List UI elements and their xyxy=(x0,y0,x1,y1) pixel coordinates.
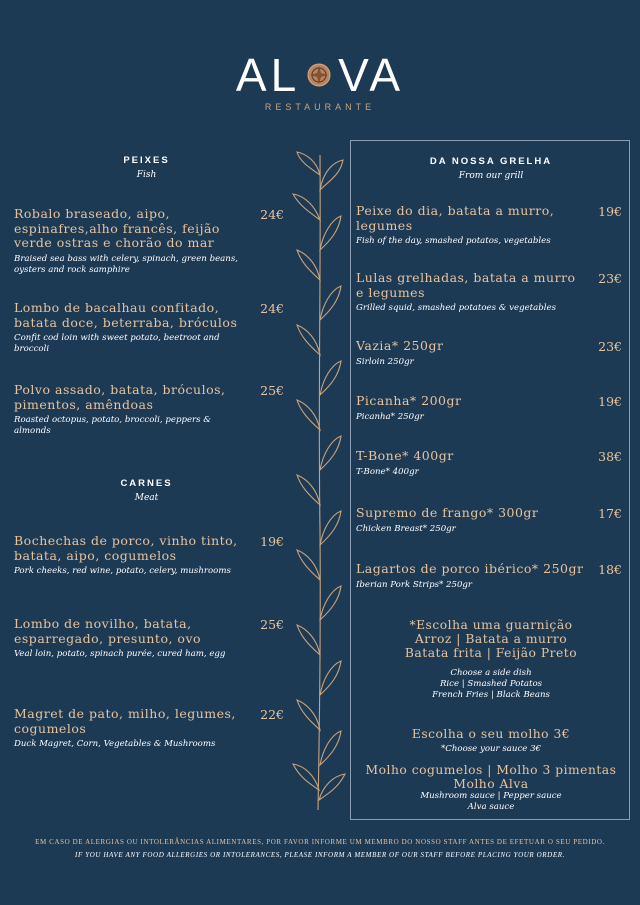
logo-emblem-icon xyxy=(304,60,334,90)
menu-item xyxy=(14,207,289,276)
item-description: Pork cheeks, red wine, potato, celery, mushrooms xyxy=(14,566,231,576)
menu-item xyxy=(356,204,626,247)
item-price: 38€ xyxy=(598,449,622,464)
sauce-options-en: Mushroom sauce | Pepper sauce xyxy=(420,791,562,801)
sauce-block xyxy=(351,727,631,813)
side-dish-block xyxy=(351,618,631,701)
side-dish-options-en: Rice | Smashed Potatos xyxy=(439,679,543,689)
section-subtitle-peixes: Fish xyxy=(136,170,157,180)
side-dish-options: Batata frita | Feijão Preto xyxy=(404,646,578,660)
item-price: 19€ xyxy=(260,534,284,549)
item-price: 19€ xyxy=(598,204,622,219)
side-dish-options-en: French Fries | Black Beans xyxy=(432,690,550,700)
side-dish-title-en: Choose a side dish xyxy=(450,668,532,678)
menu-item xyxy=(356,271,626,314)
grill-panel xyxy=(350,140,630,820)
item-price: 24€ xyxy=(260,207,284,222)
allergy-notice-en: IF YOU HAVE ANY FOOD ALLERGIES OR INTOLERANCES, PLEASE INFORM A MEMBER OF OUR STAFF BEFORE PLACING YOUR ORDER. xyxy=(75,851,565,859)
item-name: Lagartos de porco ibérico* 250gr xyxy=(356,561,584,576)
item-description: Fish of the day, smashed potatos, vegetables xyxy=(356,236,551,246)
menu-item xyxy=(356,449,626,478)
item-description: Grilled squid, smashed potatoes & vegetables xyxy=(356,303,556,313)
item-price: 25€ xyxy=(260,617,284,632)
item-description: T-Bone* 400gr xyxy=(356,466,419,477)
side-dish-options: Arroz | Batata a murro xyxy=(414,632,568,646)
item-name: Peixe do dia, batata a murro, legumes xyxy=(356,203,555,233)
item-name: Vazia* 250gr xyxy=(356,338,444,353)
section-title-peixes: PEIXES xyxy=(123,155,170,166)
logo-subtitle: RESTAURANTE xyxy=(264,102,376,112)
section-title-grelha: DA NOSSA GRELHA xyxy=(429,156,553,167)
section-subtitle-carnes: Meat xyxy=(134,493,159,503)
item-description: Sirloin 250gr xyxy=(356,356,414,367)
item-description: Picanha* 250gr xyxy=(356,411,424,422)
item-name: Magret de pato, milho, legumes, cogumelos xyxy=(14,706,236,736)
item-name: Lombo de novilho, batata, esparregado, presunto, ovo xyxy=(14,616,202,646)
menu-item xyxy=(356,394,626,423)
menu-item xyxy=(14,617,289,660)
menu-item xyxy=(356,506,626,535)
sauce-title-en: *Choose your sauce 3€ xyxy=(440,744,542,754)
menu-item xyxy=(14,534,289,577)
item-price: 23€ xyxy=(598,339,622,354)
item-price: 17€ xyxy=(598,506,622,521)
item-name: Lombo de bacalhau confitado, batata doce, beterraba, bróculos xyxy=(14,300,238,330)
item-price: 18€ xyxy=(598,562,622,577)
item-description: Iberian Pork Strips* 250gr xyxy=(356,579,473,590)
item-description: Confit cod loin with sweet potato, beetroot and broccoli xyxy=(14,333,220,354)
sauce-options: Molho Alva xyxy=(453,777,529,791)
item-name: Supremo de frango* 300gr xyxy=(356,505,539,520)
section-title-carnes: CARNES xyxy=(120,478,173,489)
menu-item xyxy=(356,339,626,368)
item-name: Robalo braseado, aipo, espinafres,alho francês, feijão verde ostras e chorão do mar xyxy=(14,206,220,250)
restaurant-logo xyxy=(0,50,640,112)
menu-item xyxy=(14,301,289,355)
item-description: Veal loin, potato, spinach purée, cured ham, egg xyxy=(14,649,226,659)
menu-item xyxy=(14,383,289,437)
item-name: Picanha* 200gr xyxy=(356,393,462,408)
item-price: 23€ xyxy=(598,271,622,286)
item-description: Roasted octopus, potato, broccoli, peppers & almonds xyxy=(14,415,211,436)
logo-wordmark: AL VA xyxy=(235,49,405,101)
side-dish-title: *Escolha uma guarnição xyxy=(409,618,573,632)
item-price: 24€ xyxy=(260,301,284,316)
menu-item xyxy=(14,707,289,750)
item-name: Bochechas de porco, vinho tinto, batata, aipo, cogumelos xyxy=(14,533,238,563)
item-description: Duck Magret, Corn, Vegetables & Mushrooms xyxy=(14,739,216,749)
menu-item xyxy=(356,562,626,591)
item-description: Braised sea bass with celery, spinach, green beans, oysters and rock samphire xyxy=(14,253,238,275)
item-name: T-Bone* 400gr xyxy=(356,448,454,463)
sauce-options: Molho cogumelos | Molho 3 pimentas xyxy=(365,763,617,777)
item-name: Lulas grelhadas, batata a murro e legumes xyxy=(356,270,576,300)
item-description: Chicken Breast* 250gr xyxy=(356,523,456,534)
item-name: Polvo assado, batata, bróculos, pimentos, amêndoas xyxy=(14,382,226,412)
sauce-options-en: Alva sauce xyxy=(467,802,515,812)
item-price: 22€ xyxy=(260,707,284,722)
item-price: 19€ xyxy=(598,394,622,409)
sauce-title: Escolha o seu molho 3€ xyxy=(411,727,571,741)
vine-decoration-icon xyxy=(285,150,355,820)
item-price: 25€ xyxy=(260,383,284,398)
allergy-notice xyxy=(0,838,640,860)
allergy-notice-pt: EM CASO DE ALERGIAS OU INTOLERÂNCIAS ALIMENTARES, POR FAVOR INFORME UM MEMBRO DO NOSSO STAFF ANTES DE EFETUAR O SEU PEDIDO. xyxy=(35,838,605,846)
section-subtitle-grelha: From our grill xyxy=(458,171,524,181)
